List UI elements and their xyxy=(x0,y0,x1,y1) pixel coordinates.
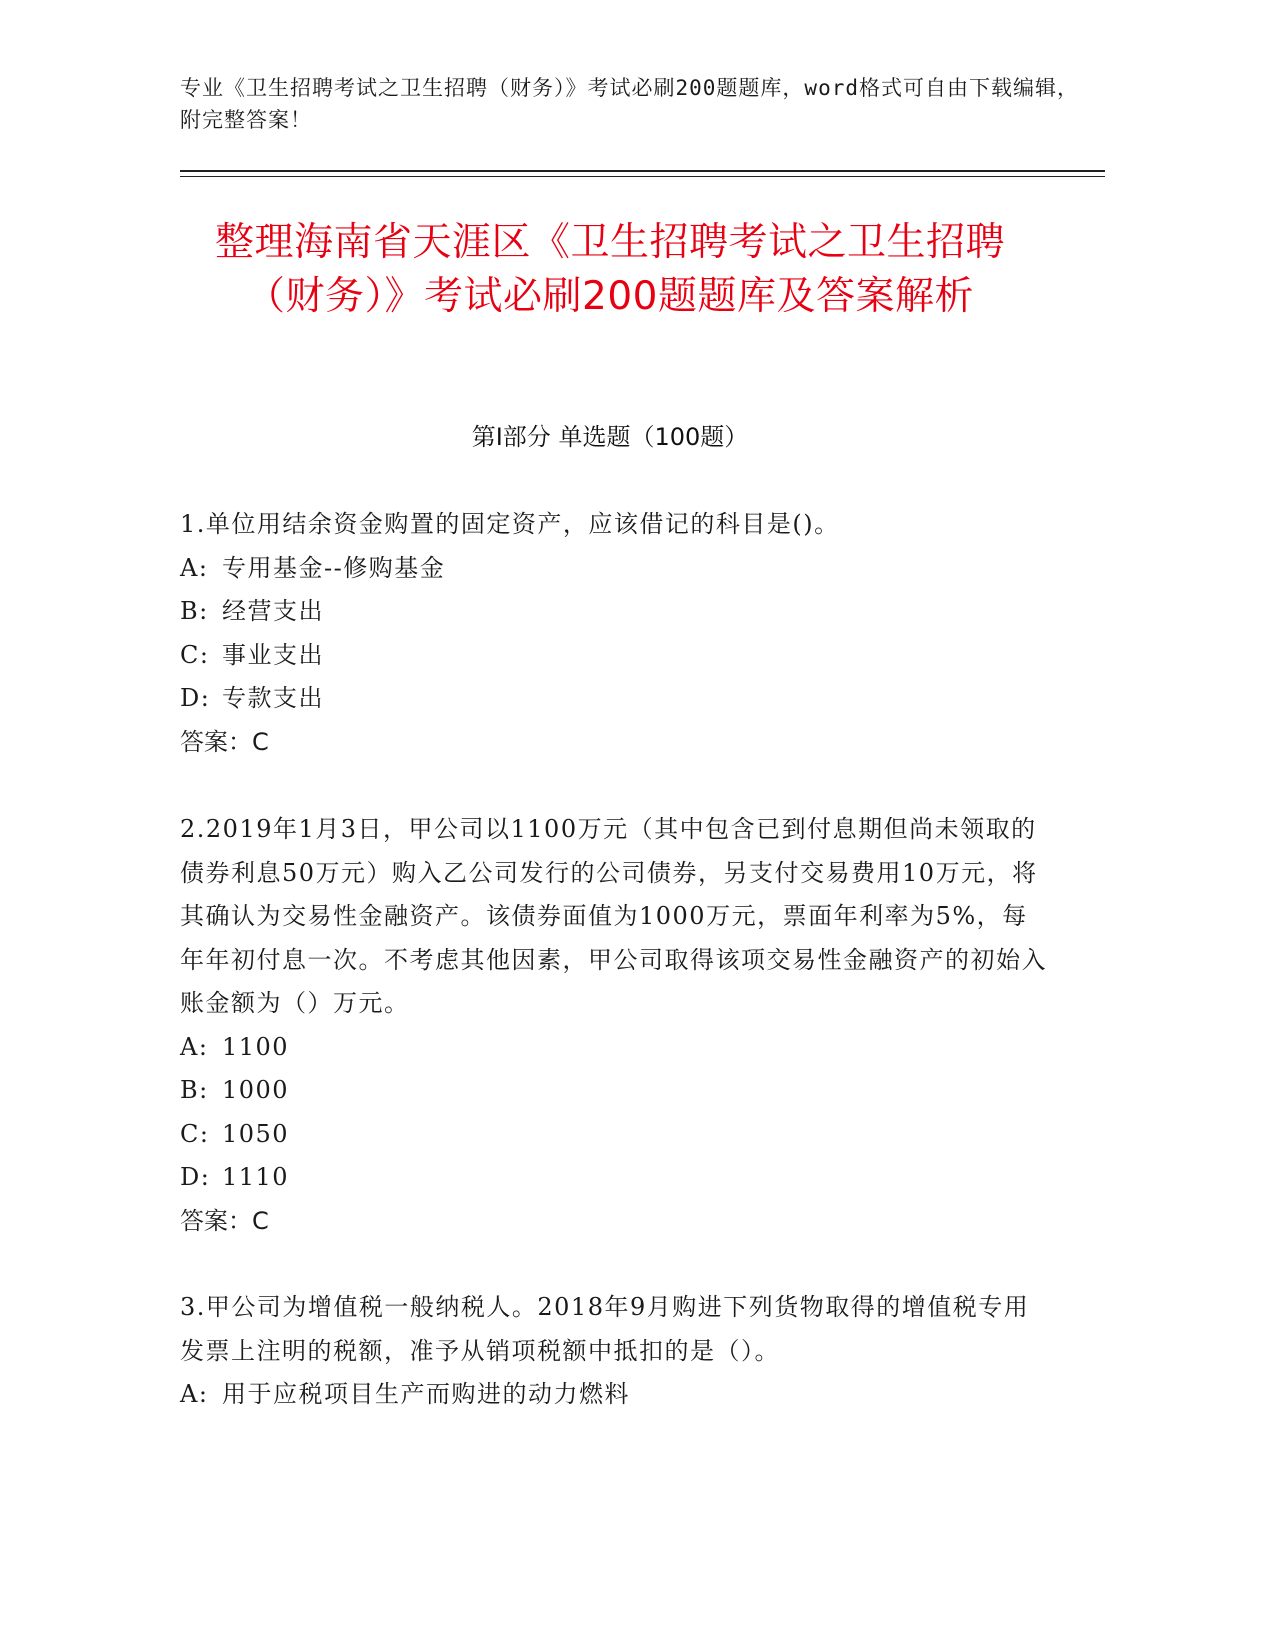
option-text: 用于应税项目生产而购进的动力燃料 xyxy=(222,1380,630,1408)
answer: 答案：C xyxy=(180,727,269,756)
option-key: B: xyxy=(180,597,209,625)
option-c xyxy=(180,634,1050,678)
option-b xyxy=(180,1069,1050,1113)
option-key: D: xyxy=(180,684,211,712)
option-key: A: xyxy=(180,1032,209,1061)
document-title: 整理海南省天涯区《卫生招聘考试之卫生招聘（财务）》考试必刷200题题库及答案解析 xyxy=(214,220,1005,319)
header-note: 专业《卫生招聘考试之卫生招聘（财务）》考试必刷200题题库，word格式可自由下载编辑，附完整答案！ xyxy=(180,76,1079,132)
question-2 xyxy=(180,808,1050,1243)
option-text: 1100 xyxy=(222,1032,290,1061)
option-c xyxy=(180,1113,1050,1157)
option-key: A: xyxy=(180,1380,209,1408)
option-text: 1000 xyxy=(222,1076,290,1104)
section-title: 第I部分 单选题（100题） xyxy=(471,423,749,451)
question-1 xyxy=(180,503,1050,764)
option-d xyxy=(180,677,1050,721)
option-d xyxy=(180,1156,1050,1200)
option-a xyxy=(180,1026,1050,1070)
option-text: 1110 xyxy=(222,1163,290,1191)
option-key: B: xyxy=(180,1076,209,1104)
option-b xyxy=(180,590,1050,634)
header-divider-thick xyxy=(180,170,1105,172)
question-stem: 2.2019年1月3日，甲公司以1100万元（其中包含已到付息期但尚未领取的债券利息50万元）购入乙公司发行的公司债券，另支付交易费用10万元，将其确认为交易性金融资产。该债券面值为1000万元，票面年利率为5%，每年年初付息一次。不考虑其他因素，甲公司取得该项交易性金融资产的初始入账金额为（）万元。 xyxy=(180,815,1047,1017)
answer: 答案：C xyxy=(180,1206,269,1235)
option-key: D: xyxy=(180,1163,211,1191)
option-a xyxy=(180,547,1050,591)
option-key: A: xyxy=(180,553,209,582)
option-text: 经营支出 xyxy=(222,597,324,625)
option-text: 事业支出 xyxy=(222,640,324,669)
option-text: 专用基金--修购基金 xyxy=(222,553,446,582)
option-text: 1050 xyxy=(222,1119,290,1148)
option-a xyxy=(180,1373,1050,1417)
question-3 xyxy=(180,1286,1050,1417)
header-divider-thin xyxy=(180,176,1105,177)
question-stem: 3.甲公司为增值税一般纳税人。2018年9月购进下列货物取得的增值税专用发票上注明的税额，准予从销项税额中抵扣的是（）。 xyxy=(180,1293,1030,1365)
option-key: C: xyxy=(180,640,210,669)
option-key: C: xyxy=(180,1119,210,1148)
question-stem: 1.单位用结余资金购置的固定资产，应该借记的科目是()。 xyxy=(180,510,840,538)
option-text: 专款支出 xyxy=(222,684,324,712)
